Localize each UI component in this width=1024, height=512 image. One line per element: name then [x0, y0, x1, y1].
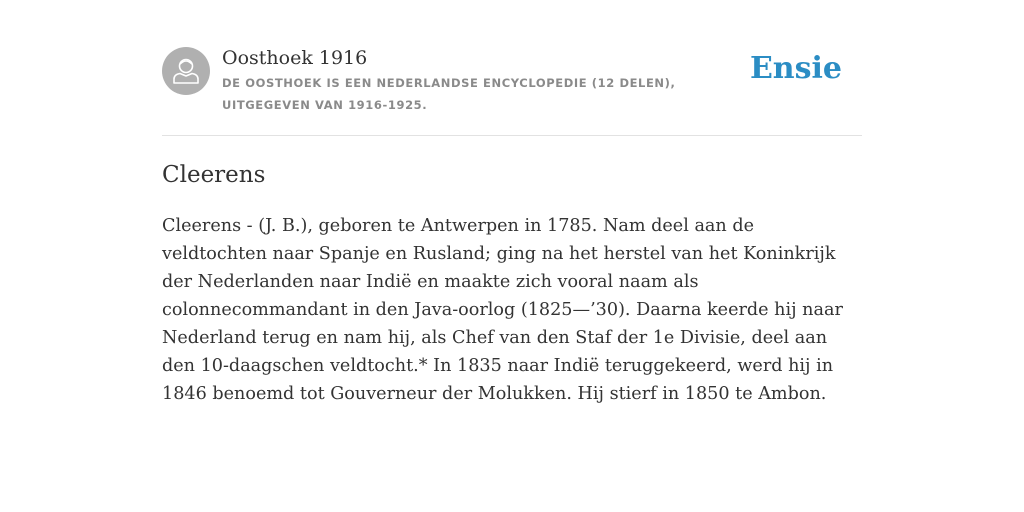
source-name[interactable]: Oosthoek 1916	[222, 47, 368, 69]
source-header	[162, 46, 862, 116]
source-description: DE OOSTHOEK IS EEN NEDERLANDSE ENCYCLOPEDIE (12 DELEN), UITGEGEVEN VAN 1916-1925.	[222, 76, 676, 112]
ensie-logo-link[interactable]: Ensie	[749, 51, 842, 86]
header-divider	[162, 135, 862, 136]
entry-title: Cleerens	[162, 162, 266, 188]
user-outline-icon	[162, 47, 210, 95]
avatar[interactable]	[162, 47, 210, 95]
entry-body: Cleerens - (J. B.), geboren te Antwerpen in 1785. Nam deel aan de veldtochten naar Spanje en Rusland; ging na het herstel van het Koninkrijk der Nederlanden naar Indië en maakte zich vooral naam als colonnecommandant in den Java-oorlog (1825—’30). Daarna keerde hij naar Nederland terug en nam hij, als Chef van den Staf der 1e Divisie, deel aan den 10-daagschen veldtocht.* In 1835 naar Indië teruggekeerd, werd hij in 1846 benoemd tot Gouverneur der Molukken. Hij stierf in 1850 te Ambon.	[162, 216, 843, 404]
